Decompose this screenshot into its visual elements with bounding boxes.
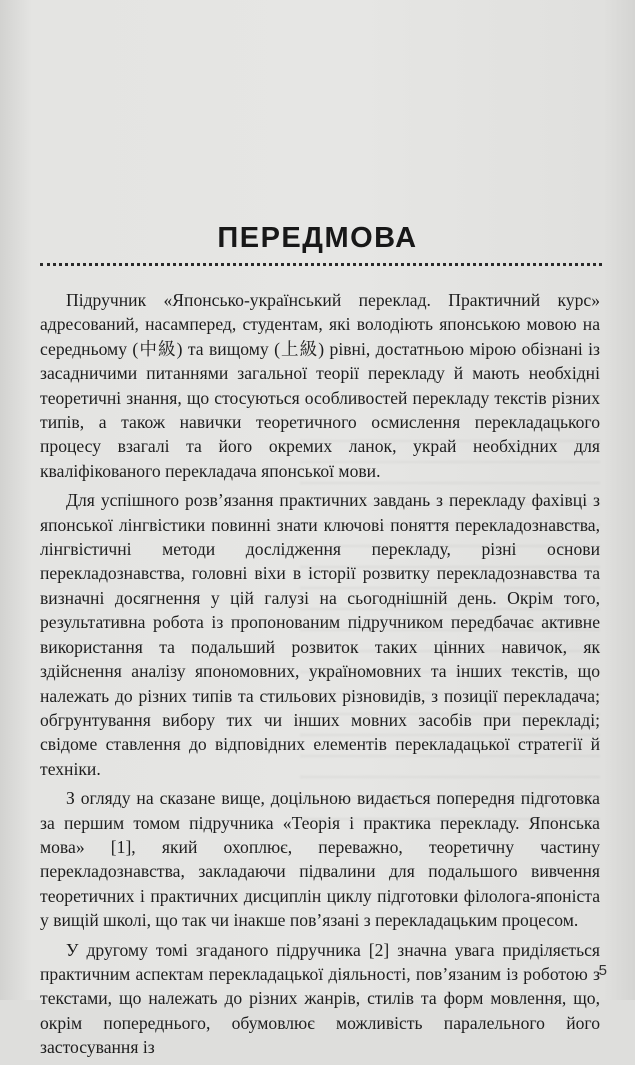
paragraph: У другому томі згаданого підручника [2] значна увага приділяється практичним аспектам перекладацької діяльності, пов’язаним із роботою з текстами, що належать до різних жанрів, стилів та форм мовлення, що, окрім попереднього, обумовлює можливість паралельного його застосування із <box>40 939 600 1058</box>
paragraph: Підручник «Японсько-український переклад. Практичний курс» адресований, насамперед, студентам, які володіють японською мовою на середньому (中級) та вищому (上級) рівні, достатньою мірою обізнані із засадничими питаннями загальної теорії перекладу й мають необхідні теоретичні знання, що стосуються особливостей перекладу текстів різних типів, а також навички теоретичного осмислення перекладацького процесу взагалі та його окремих ланок, украй необхідних для кваліфікованого перекладача японської мови. <box>40 290 600 481</box>
paragraph: Для успішного розв’язання практичних завдань з перекладу фахівці з японської лінгвістики повинні знати ключові поняття перекладознавства, лінгвістичні методи дослідження перекладу, різні основи перекладознавства, головні віхи в історії розвитку перекладознавства та визначні досягнення у цій галузі на сьогоднішній день. Окрім того, результативна робота із пропонованим підручником передбачає активне використання та подальший розвиток таких цінних навичок, як здійснення аналізу япономовних, україномовних та інших текстів, що належать до різних типів та стильових різновидів, з позиції перекладача; обгрунтування вибору тих чи інших мовних засобів при перекладі; свідоме ставлення до відповідних елементів перекладацької стратегії й техніки. <box>40 490 600 779</box>
paragraph: З огляду на сказане вище, доцільною видається попередня підготовка за першим томом підручника «Теорія і практика перекладу. Японська мова» [1], який охоплює, переважно, теоретичну частину перекладознавства, закладаючи підвалини для подальшого вивчення теоретичних і практичних дисциплін циклу підготовки філолога-японіста у вищій школі, що так чи інакше пов’язані з перекладацьким процесом. <box>40 788 600 931</box>
page-title: ПЕРЕДМОВА <box>217 222 418 254</box>
show-through-texture <box>40 60 600 210</box>
body-text <box>40 288 600 1065</box>
page-number: 5 <box>598 962 607 979</box>
dotted-divider <box>40 263 602 266</box>
